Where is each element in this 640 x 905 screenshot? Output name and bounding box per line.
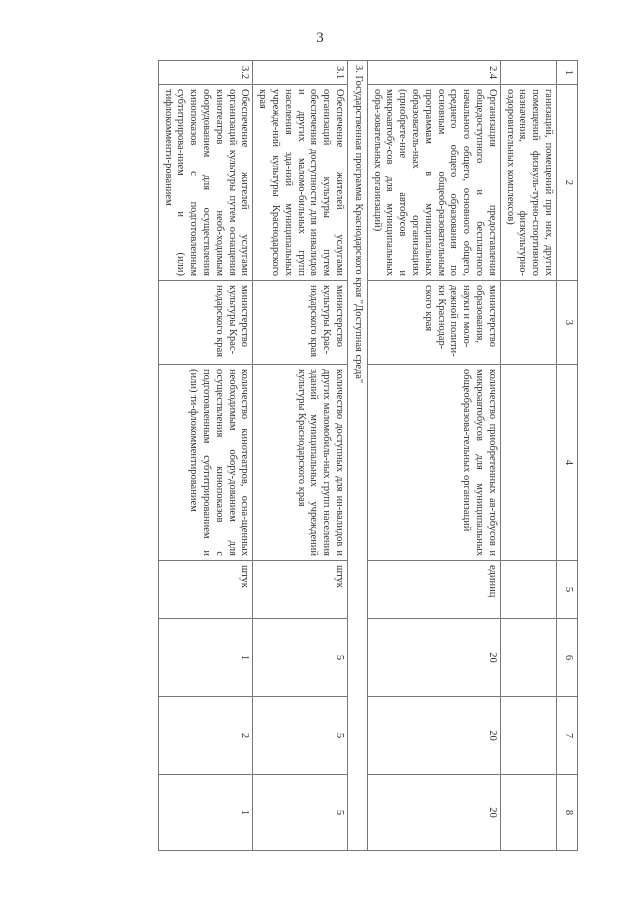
cell-indicator: количество приобретенных ав-тобусов и микроавтобусов для муниципальных общеобразова-тельных организаций bbox=[367, 365, 500, 561]
page-number: 3 bbox=[316, 30, 324, 46]
cell-value-6: 20 bbox=[367, 619, 500, 697]
program-row bbox=[348, 61, 368, 851]
cell-num: 3.1 bbox=[253, 61, 348, 85]
col-header-4: 4 bbox=[557, 365, 578, 561]
col-header-6: 6 bbox=[557, 619, 578, 697]
col-header-8: 8 bbox=[557, 775, 578, 851]
cell-measure: Обеспечение жителей услугами организаций культуры путем обеспечения доступности для инвалидов и других маломо-бильных групп населения зда-ний муниципальных учрежде-ний культуры Краснодарского края bbox=[253, 85, 348, 281]
table-row-3-2 bbox=[158, 61, 253, 851]
cell-executor bbox=[500, 281, 556, 365]
rotated-table-container bbox=[92, 60, 578, 850]
cell-indicator: количество доступных для ин-валидов и других маломобиль-ных групп населения зданий муниципальных учреждений культуры Краснодарского края bbox=[253, 365, 348, 561]
cell-value-7: 2 bbox=[158, 697, 253, 775]
cell-value-8: 20 bbox=[367, 775, 500, 851]
cell-value-8: 5 bbox=[253, 775, 348, 851]
col-header-5: 5 bbox=[557, 561, 578, 619]
cell-unit bbox=[500, 561, 556, 619]
cell-unit: единиц bbox=[367, 561, 500, 619]
col-header-7: 7 bbox=[557, 697, 578, 775]
cell-unit: штук bbox=[253, 561, 348, 619]
header-row bbox=[557, 61, 578, 851]
program-title: 3. Государственная программа Краснодарского края "Доступная среда" bbox=[348, 61, 368, 851]
indicators-table bbox=[158, 60, 578, 851]
rotated-table-wrapper bbox=[92, 60, 578, 850]
table-row-2-4 bbox=[367, 61, 500, 851]
cell-indicator bbox=[500, 365, 556, 561]
table-row-continuation bbox=[500, 61, 556, 851]
col-header-3: 3 bbox=[557, 281, 578, 365]
cell-value-6: 5 bbox=[253, 619, 348, 697]
cell-unit: штук bbox=[158, 561, 253, 619]
cell-executor: министерство образования, науки и моло-дежной полити-ки Краснодар-ского края bbox=[367, 281, 500, 365]
table-row-3-1 bbox=[253, 61, 348, 851]
cell-measure: Обеспечение жителей услугами организаций культуры путем оснащения кинотеатров необ-ходимым оборудованием для осуществления кинопоказов с подготовленным субтитрирова-нием и (или) тифлокомменти-рованием bbox=[158, 85, 253, 281]
cell-value-8: 1 bbox=[158, 775, 253, 851]
cell-measure: Организация предоставления общедоступного и бесплатного начального общего, основного общего, среднего общего образования по основным общеоб-разовательным программам в муниципальных образователь-ных организациях (приобрете-ние автобусов и микроавтобу-сов для муниципальных обра-зовательных организаций) bbox=[367, 85, 500, 281]
col-header-1: 1 bbox=[557, 61, 578, 85]
cell-value-7 bbox=[500, 697, 556, 775]
cell-value-7: 5 bbox=[253, 697, 348, 775]
cell-executor: министерство культуры Крас-нодарского края bbox=[158, 281, 253, 365]
cell-measure: ганизаций, помещений при них, других помещений физкуль-турно-спортивного назначения, физкультурно-оздоровительных комплексов) bbox=[500, 85, 556, 281]
cell-num: 3.2 bbox=[158, 61, 253, 85]
col-header-2: 2 bbox=[557, 85, 578, 281]
cell-executor: министерство культуры Крас-нодарского края bbox=[253, 281, 348, 365]
cell-num bbox=[500, 61, 556, 85]
cell-indicator: количество кинотеатров, осна-щенных необходимым обору-дованием для осуществления кинопоказов с подготовленным субтитрированием и (или) ти-флокомментированием bbox=[158, 365, 253, 561]
cell-value-8 bbox=[500, 775, 556, 851]
cell-value-6: 1 bbox=[158, 619, 253, 697]
cell-value-7: 20 bbox=[367, 697, 500, 775]
cell-value-6 bbox=[500, 619, 556, 697]
cell-num: 2.4 bbox=[367, 61, 500, 85]
